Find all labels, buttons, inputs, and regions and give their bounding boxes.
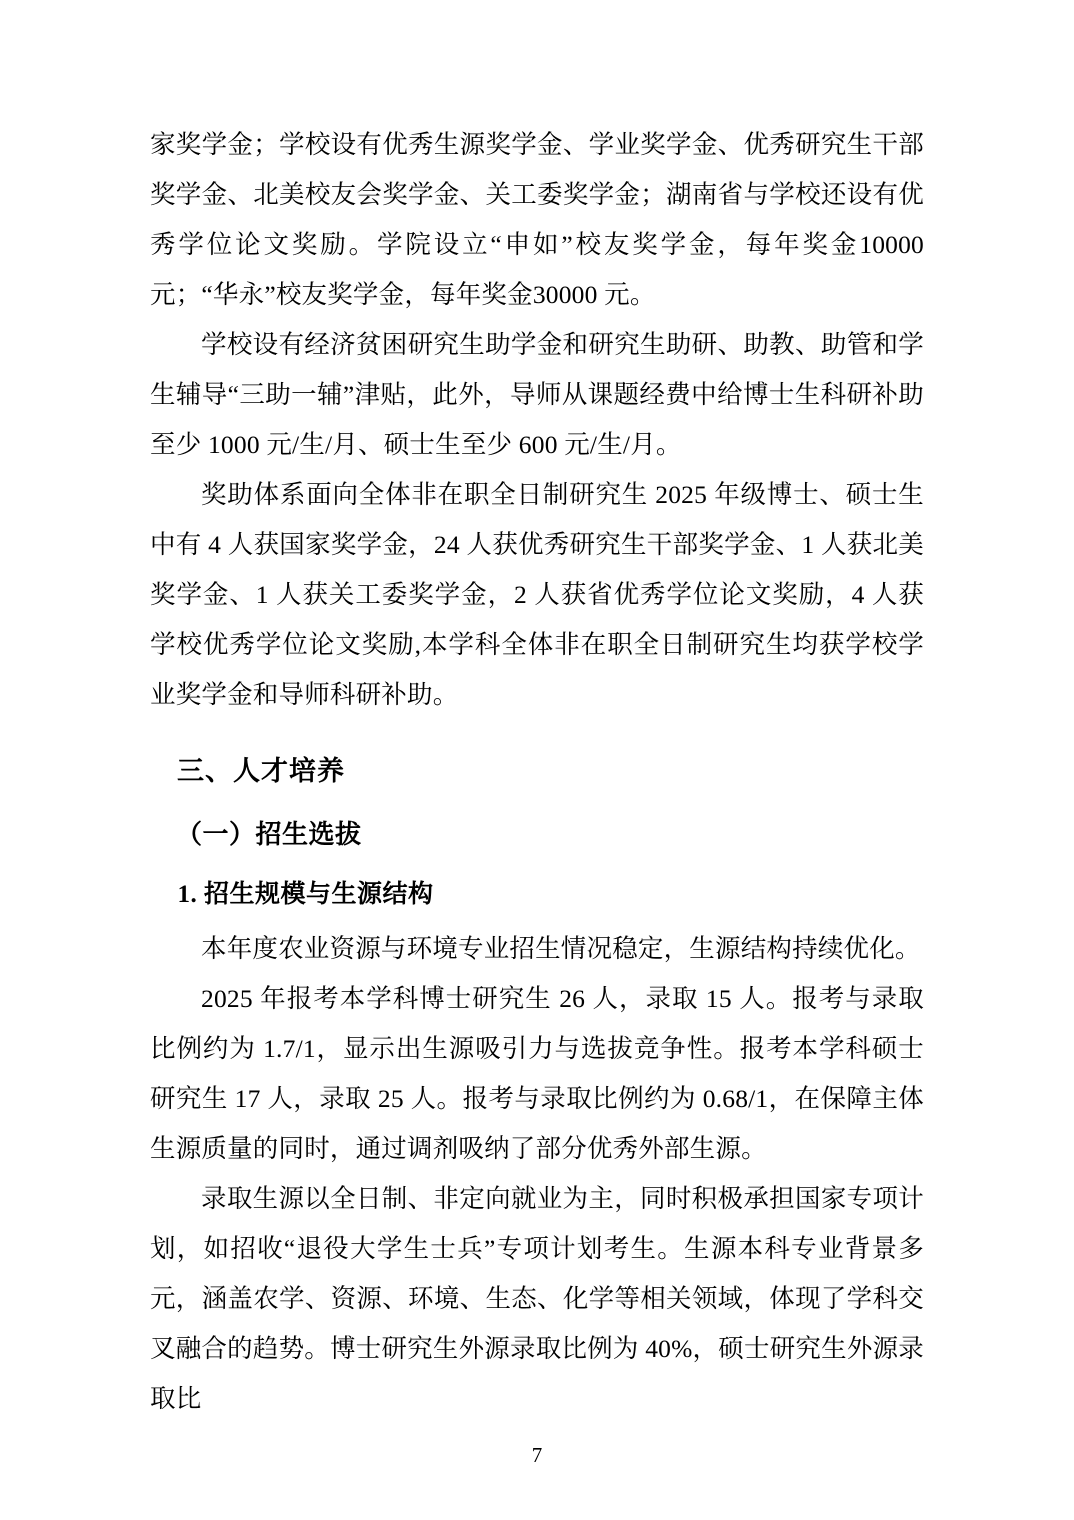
paragraph-source-structure: 录取生源以全日制、非定向就业为主，同时积极承担国家专项计划，如招收“退役大学生士兵”专项计划考生。生源本科专业背景多元，涵盖农学、资源、环境、生态、化学等相关领域，体现了学科交叉融合的趋势。博士研究生外源录取比例为 40%，硕士研究生外源录取比	[150, 1184, 924, 1413]
heading-section-talent-cultivation: 三、人才培养	[177, 756, 345, 786]
heading-item-admission-scale: 1. 招生规模与生源结构	[177, 881, 434, 908]
page-number: 7	[531, 1443, 543, 1467]
paragraph-admission-numbers: 2025 年报考本学科博士研究生 26 人，录取 15 人。报考与录取比例约为 1.7/1，显示出生源吸引力与选拔竞争性。报考本学科硕士研究生 17 人，录取 25 人。报考与录取比例约为 0.68/1，在保障主体生源质量的同时，通过调剂吸纳了部分优秀外部生源。	[150, 984, 924, 1163]
paragraph-award-statistics: 奖助体系面向全体非在职全日制研究生 2025 年级博士、硕士生中有 4 人获国家奖学金，24 人获优秀研究生干部奖学金、1 人获北美奖学金、1 人获关工委奖学金，2 人获省优秀学位论文奖励，4 人获学校优秀学位论文奖励,本学科全体非在职全日制研究生均获学校学业奖学金和导师科研补助。	[150, 480, 924, 709]
paragraph-stipends: 学校设有经济贫困研究生助学金和研究生助研、助教、助管和学生辅导“三助一辅”津贴，此外，导师从课题经费中给博士生科研补助至少 1000 元/生/月、硕士生至少 600 元/生/月。	[150, 330, 924, 459]
heading-sub-admission-selection: （一）招生选拔	[176, 820, 362, 849]
paragraph-admission-overview: 本年度农业资源与环境专业招生情况稳定，生源结构持续优化。	[201, 934, 921, 963]
paragraph-continuation-scholarships: 家奖学金；学校设有优秀生源奖学金、学业奖学金、优秀研究生干部奖学金、北美校友会奖学金、关工委奖学金；湖南省与学校还设有优秀学位论文奖励。学院设立“申如”校友奖学金，每年奖金10000 元；“华永”校友奖学金，每年奖金30000 元。	[150, 130, 924, 309]
